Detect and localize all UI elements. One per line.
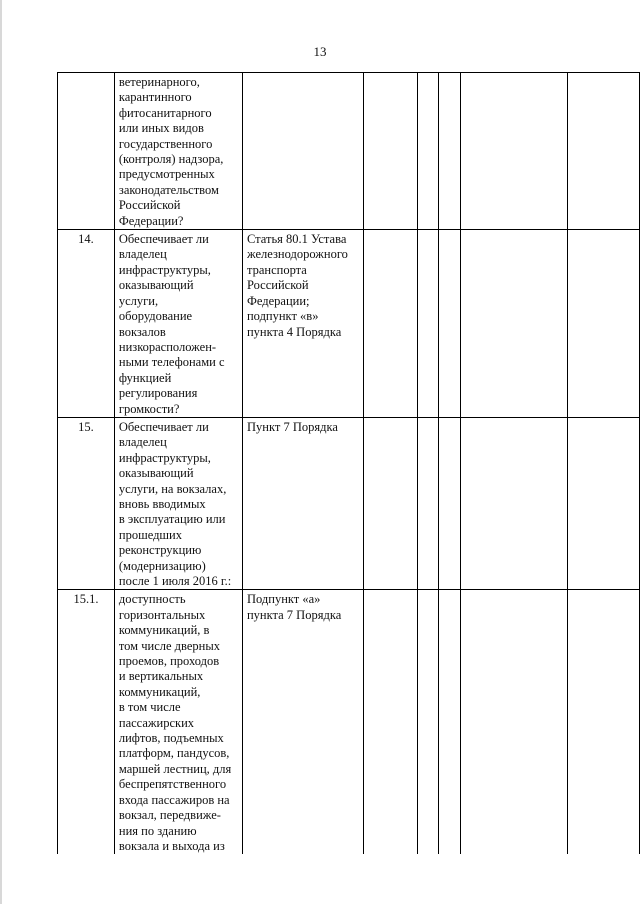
row-number <box>58 73 115 230</box>
note-cell <box>461 417 568 589</box>
extra-cell <box>568 230 640 418</box>
answer-yes-cell <box>364 230 418 418</box>
row-number: 15.1. <box>58 590 115 854</box>
answer-na-cell <box>439 73 461 230</box>
question-cell: Обеспечивает ли владелец инфраструктуры, оказывающий услуги, оборудование вокзалов низкорасположен- ными телефонами с функцией регулирования громкости? <box>114 230 242 418</box>
question-cell: Обеспечивает ли владелец инфраструктуры, оказывающий услуги, на вокзалах, вновь вводимых в эксплуатацию или прошедших реконструкцию (модернизацию) после 1 июля 2016 г.: <box>114 417 242 589</box>
note-cell <box>461 73 568 230</box>
question-cell: доступность горизонтальных коммуникаций, в том числе дверных проемов, проходов и вертикальных коммуникаций, в том числе пассажирских лифтов, подъемных платформ, пандусов, маршей лестниц, для беспрепятственного входа пассажиров на вокзал, передвиже- ния по зданию вокзала и выхода из <box>114 590 242 854</box>
reference-cell <box>242 73 363 230</box>
note-cell <box>461 590 568 854</box>
row-number: 14. <box>58 230 115 418</box>
checklist-table <box>57 72 640 854</box>
scan-edge <box>0 0 2 904</box>
answer-na-cell <box>439 590 461 854</box>
question-cell: ветеринарного, карантинного фитосанитарного или иных видов государственного (контроля) надзора, предусмотренных законодательством Российской Федерации? <box>114 73 242 230</box>
answer-na-cell <box>439 230 461 418</box>
table-row <box>58 73 640 230</box>
answer-no-cell <box>417 590 438 854</box>
reference-cell: Пункт 7 Порядка <box>242 417 363 589</box>
table-row <box>58 230 640 418</box>
table-row <box>58 417 640 589</box>
extra-cell <box>568 73 640 230</box>
answer-yes-cell <box>364 590 418 854</box>
answer-yes-cell <box>364 417 418 589</box>
table-row <box>58 590 640 854</box>
page-number: 13 <box>313 44 327 59</box>
reference-cell: Подпункт «а» пункта 7 Порядка <box>242 590 363 854</box>
answer-na-cell <box>439 417 461 589</box>
row-number: 15. <box>58 417 115 589</box>
extra-cell <box>568 590 640 854</box>
answer-no-cell <box>417 417 438 589</box>
answer-no-cell <box>417 230 438 418</box>
answer-no-cell <box>417 73 438 230</box>
note-cell <box>461 230 568 418</box>
reference-cell: Статья 80.1 Устава железнодорожного транспорта Российской Федерации; подпункт «в» пункта 4 Порядка <box>242 230 363 418</box>
extra-cell <box>568 417 640 589</box>
answer-yes-cell <box>364 73 418 230</box>
